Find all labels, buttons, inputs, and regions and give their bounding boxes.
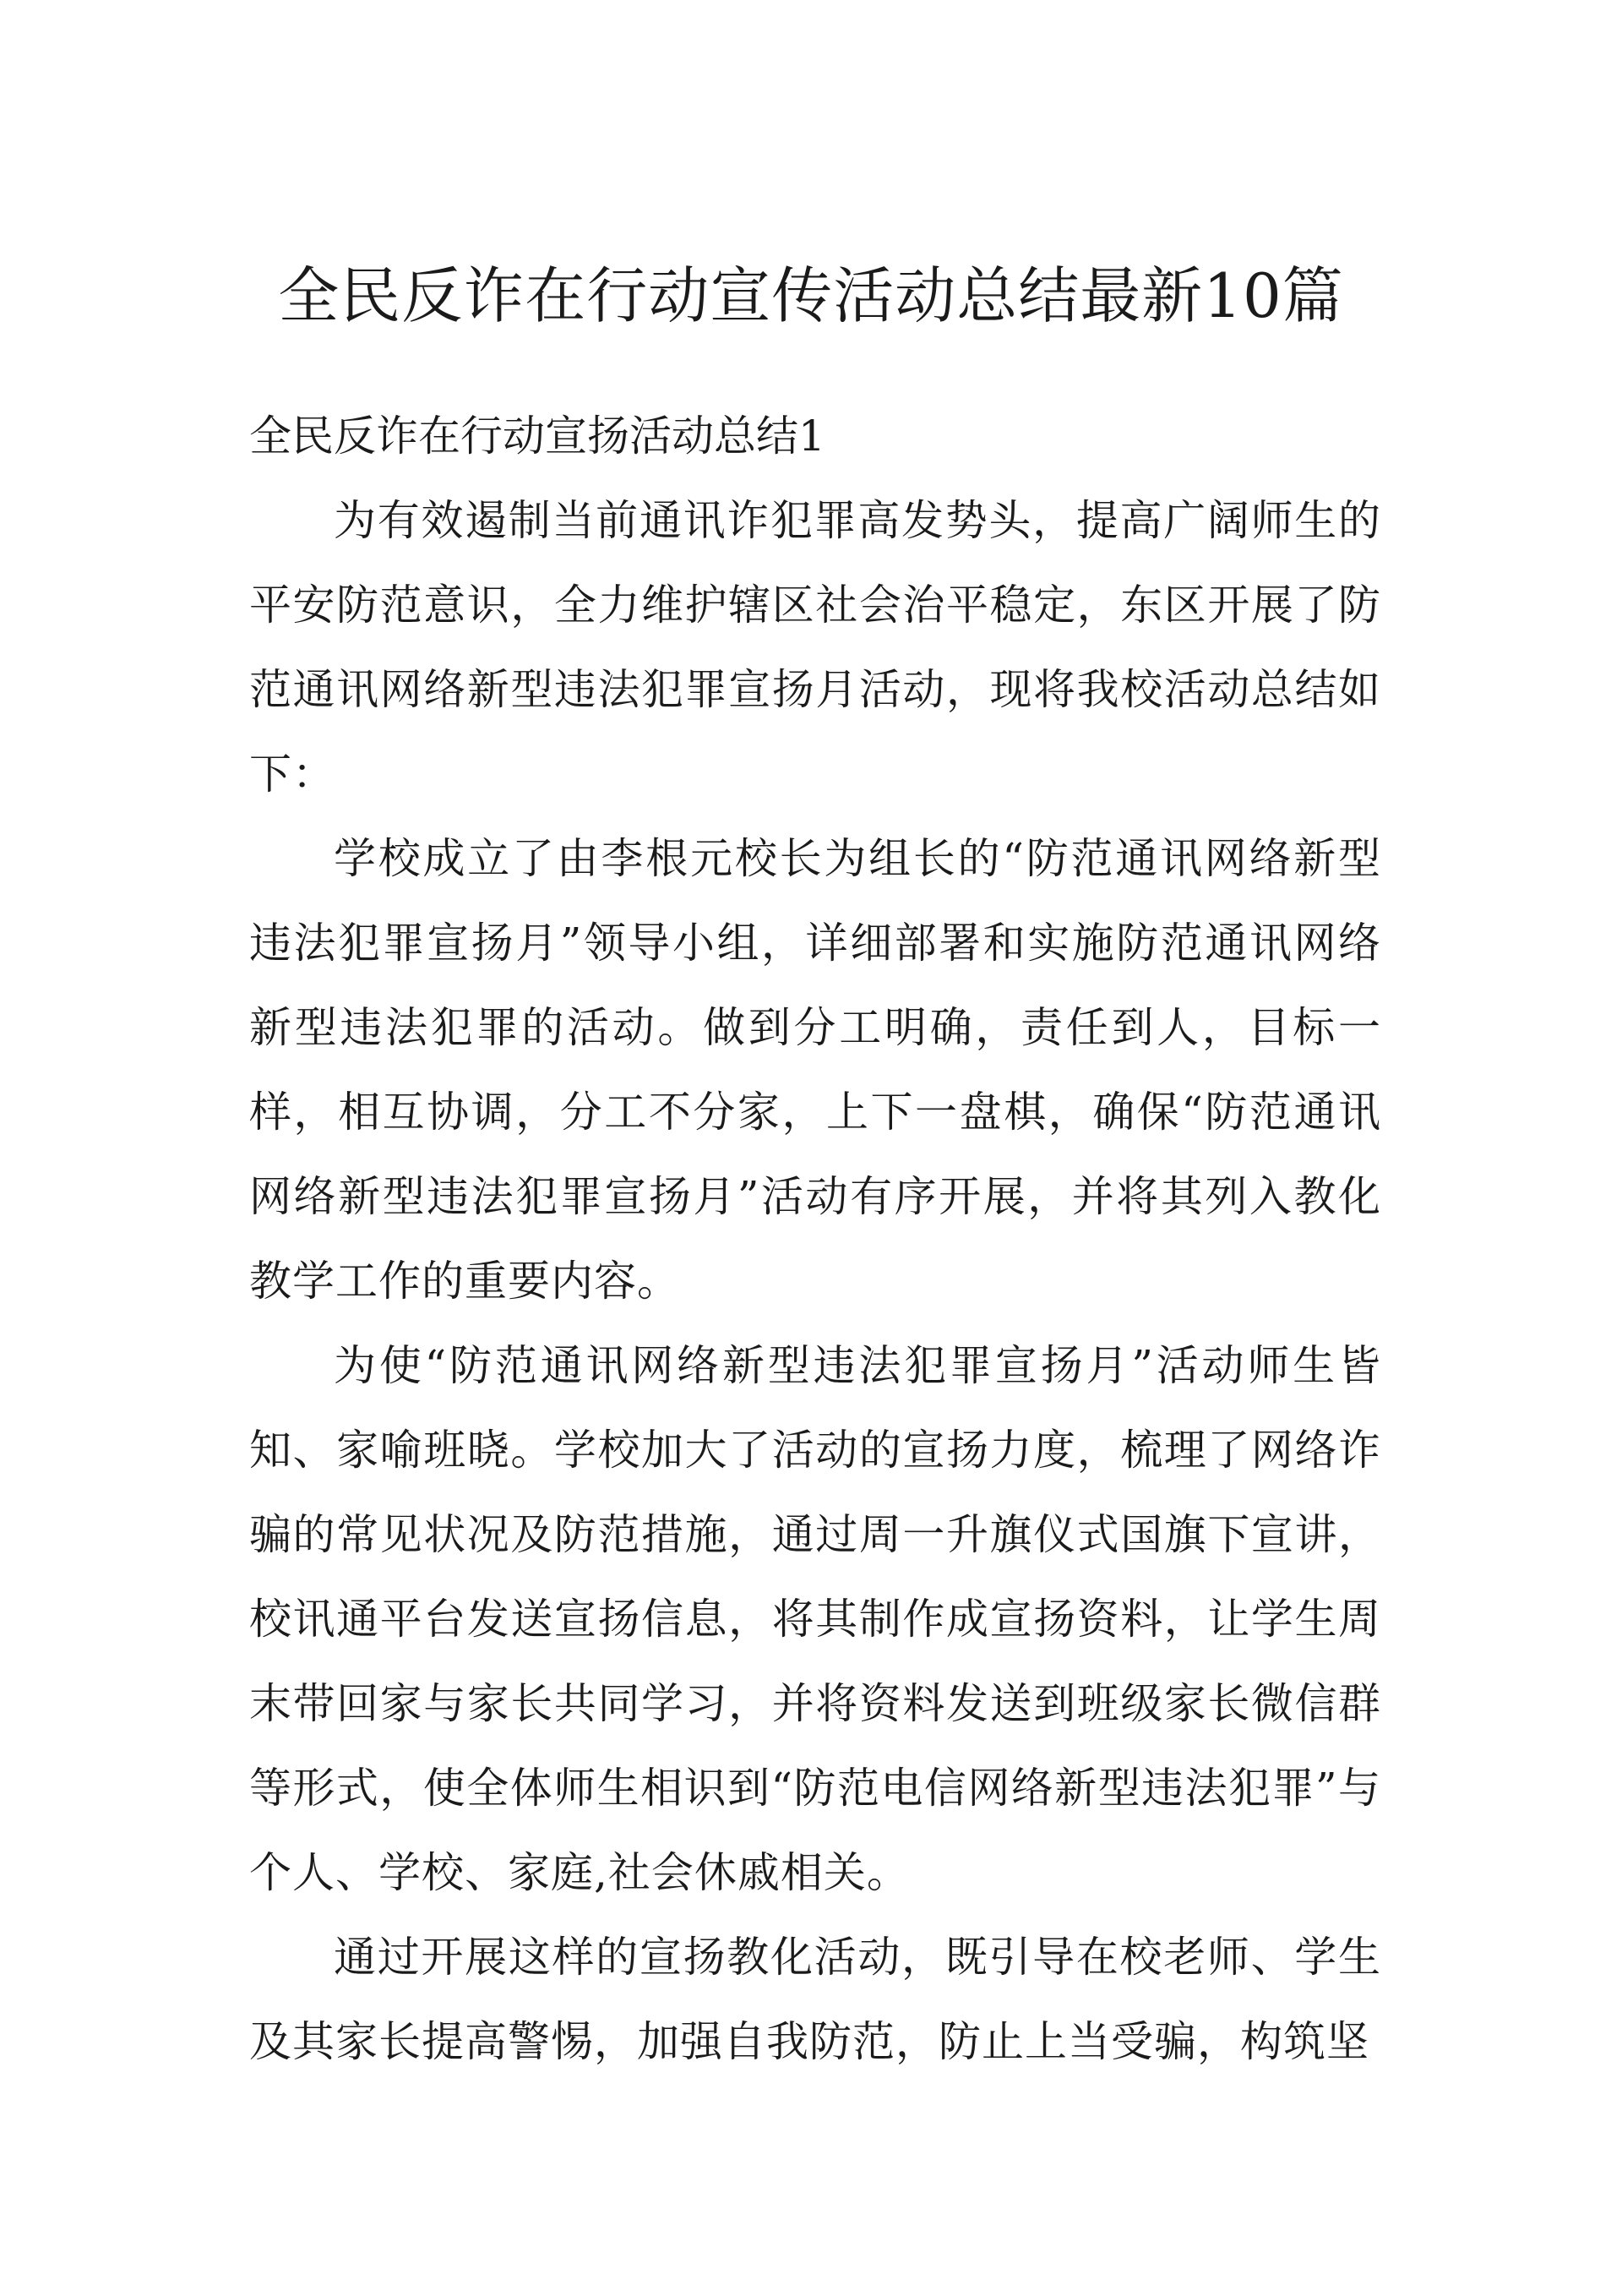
document-body xyxy=(249,394,1381,2084)
paragraph-2: 学校成立了由李根元校长为组长的“防范通讯网络新型违法犯罪宣扬月”领导小组，详细部署和实施防范通讯网络新型违法犯罪的活动。做到分工明确，责任到人，目标一样，相互协调，分工不分家，上下一盘棋，确保“防范通讯网络新型违法犯罪宣扬月”活动有序开展，并将其列入教化教学工作的重要内容。 xyxy=(249,834,1381,1306)
paragraph-3: 为使“防范通讯网络新型违法犯罪宣扬月”活动师生皆知、家喻班晓。学校加大了活动的宣扬力度，梳理了网络诈骗的常见状况及防范措施，通过周一升旗仪式国旗下宣讲，校讯通平台发送宣扬信息，将其制作成宣扬资料，让学生周末带回家与家长共同学习，并将资料发送到班级家长微信群等形式，使全体师生相识到“防范电信网络新型违法犯罪”与个人、学校、家庭,社会休戚相关。 xyxy=(249,1341,1381,1897)
paragraph-1: 为有效遏制当前通讯诈犯罪高发势头，提高广阔师生的平安防范意识，全力维护辖区社会治平稳定，东区开展了防范通讯网络新型违法犯罪宣扬月活动，现将我校活动总结如下： xyxy=(249,496,1381,799)
document-title: 全民反诈在行动宣传活动总结最新10篇 xyxy=(278,260,1344,331)
section-subheading: 全民反诈在行动宣扬活动总结1 xyxy=(249,412,825,461)
paragraph-4: 通过开展这样的宣扬教化活动，既引导在校老师、学生及其家长提高警惕，加强自我防范，防止上当受骗，构筑坚 xyxy=(249,1933,1381,2066)
